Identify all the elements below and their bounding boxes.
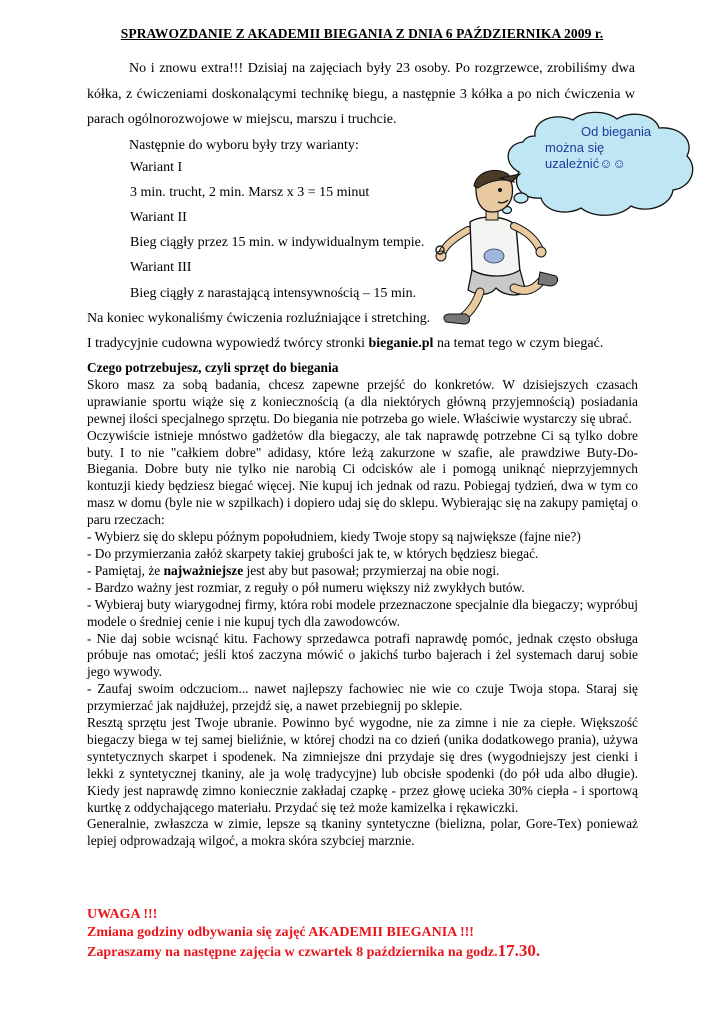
notice-line-3-text: Zapraszamy na następne zajęcia w czwartek 8 października na godz. — [87, 945, 498, 960]
variant-3-name: Wariant III — [130, 260, 192, 275]
tip-3-bold: najważniejsze — [163, 562, 244, 578]
article-heading: Czego potrzebujesz, czyli sprzęt do biegania — [87, 360, 339, 375]
notice-time: 17.30. — [497, 941, 541, 960]
tip-2: - Do przymierzania załóż skarpety takiej grubości jak te, w których będziesz biegać. — [87, 545, 539, 561]
variant-2-desc: Bieg ciągły przez 15 min. w indywidualnym tempie. — [130, 235, 425, 250]
tradition-before: I tradycyjnie cudowna wypowiedź twórcy stronki — [87, 336, 369, 351]
site-name: bieganie.pl — [368, 336, 434, 351]
notice-block — [87, 906, 647, 962]
page-title: SPRAWOZDANIE Z AKADEMII BIEGANIA Z DNIA 6 PAŹDZIERNIKA 2009 r. — [120, 26, 604, 41]
variant-1-desc: 3 min. trucht, 2 min. Marsz x 3 = 15 minut — [130, 185, 370, 200]
equipment-article — [87, 360, 638, 850]
variant-3-desc: Bieg ciągły z narastającą intensywnością – 15 min. — [130, 286, 417, 301]
bubble-line-2: można się — [545, 140, 605, 155]
tip-3-after: jest aby but pasował; przymierzaj na obie nogi. — [243, 562, 500, 578]
tip-5: - Wybieraj buty wiarygodnej firmy, która robi modele przeznaczone specjalnie dla biegaczy; wypróbuj modele o średniej cenie i nie kupuj tych dla zawodowców. — [87, 596, 638, 629]
variants-lead: Następnie do wyboru były trzy warianty: — [129, 137, 359, 153]
tip-7: - Zaufaj swoim odczuciom... nawet najlepszy fachowiec nie wie co czuje Twoja stopa. Staraj się przymierzać jak najdłużej, przejdź się, a nawet przebiegnij po sklepie. — [87, 681, 638, 714]
bubble-line-3: uzależnić☺☺ — [545, 156, 626, 171]
tip-6: - Nie daj sobie wcisnąć kitu. Fachowy sprzedawca potrafi naprawdę pomóc, jednak często obsługa próbuje nas omotać; jeśli ktoś zaczyna mówić o jakichś turbo bajerach i żel systemach daruj sobie jego wywody. — [87, 630, 638, 680]
tip-1: - Wybierz się do sklepu późnym popołudniem, kiedy Twoje stopy są największe (fajne nie?) — [87, 529, 581, 545]
tradition-after: na temat tego w czym biegać. — [433, 336, 604, 351]
notice-line-3 — [87, 942, 647, 962]
article-paragraph-1: Skoro masz za sobą badania, chcesz zapewne przejść do konkretów. W dzisiejszych czasach uprawianie sportu wiąże się z koniecznością (a dla niektórych główną przyjemnością) posiadania pewnej ilości specjalnego sprzętu. Do biegania nie potrzeba go wiele. Właściwie wystarczy się ubrać. — [87, 376, 638, 426]
bubble-line-1: Od biegania — [581, 124, 652, 139]
tip-4: - Bardzo ważny jest rozmiar, z reguły o pół numeru większy niż zwykłych butów. — [87, 579, 525, 595]
notice-line-2: Zmiana godziny odbywania się zajęć AKADEMII BIEGANIA !!! — [87, 925, 474, 940]
variant-2-name: Wariant II — [130, 210, 187, 225]
runner-illustration — [428, 168, 563, 328]
tip-3 — [87, 563, 638, 580]
article-paragraph-2: Oczywiście istnieje mnóstwo gadżetów dla biegaczy, ale tak naprawdę potrzebne Ci są tylko dobre buty. I to nie "całkiem dobre" adidasy, które leżą zakurzone w szafie, ale prawdziwe Buty-Do-Biegania. Dobre buty nie tylko nie narobią Ci odcisków ale i pomogą uniknąć nieprzyjemnych kontuzji kiedy będziesz biegać więcej. Nie kupuj ich jednak od razu. Pobiegaj tydzień, dwa w tym co masz w domu (byle nie w szpilkach) i dopiero udaj się do sklepu. Wybierając się na zakupy pamiętaj o paru rzeczach: — [87, 427, 638, 528]
article-paragraph-4: Generalnie, zwłaszcza w zimie, lepsze są tkaniny syntetyczne (bielizna, polar, Gore-Tex) ponieważ lepiej odprowadzają wilgoć, a mokra skóra szybciej marznie. — [87, 816, 638, 849]
tradition-line — [87, 336, 603, 352]
notice-line-1: UWAGA !!! — [87, 907, 158, 922]
closing-line: Na koniec wykonaliśmy ćwiczenia rozluźniające i stretching. — [87, 311, 431, 326]
variant-1-name: Wariant I — [130, 160, 183, 175]
bubble-text — [545, 124, 665, 172]
intro-paragraph: No i znowu extra!!! Dzisiaj na zajęciach były 23 osoby. Po rozgrzewce, zrobiliśmy dwa kółka, z ćwiczeniami doskonalącymi technikę biegu, a następnie 3 kółka a po nich ćwiczenia w parach ogólnorozwojowe w miejscu, marszu i truchcie. — [87, 61, 635, 127]
article-paragraph-3: Resztą sprzętu jest Twoje ubranie. Powinno być wygodne, nie za zimne i nie za ciepłe. Większość biegaczy biega w tej samej bieliźnie, w której chodzi na co dzień (unika dodatkowego prania), używa syntetycznych skarpet i spodenek. Na zimniejsze dni przydaje się dres (wygodniejszy jest cienki i lekki z syntetycznej tkaniny, ale ja wolę tradycyjne) lub obcisłe spodenki (do pół uda albo długie). Kiedy jest naprawdę zimno koniecznie zakładaj czapkę - przez głowę ucieka 30% ciepła - i sportową kurtkę z oddychającego materiału. Przydać się też może kamizelka i rękawiczki. — [87, 715, 638, 815]
tip-3-before: - Pamiętaj, że — [87, 562, 164, 578]
